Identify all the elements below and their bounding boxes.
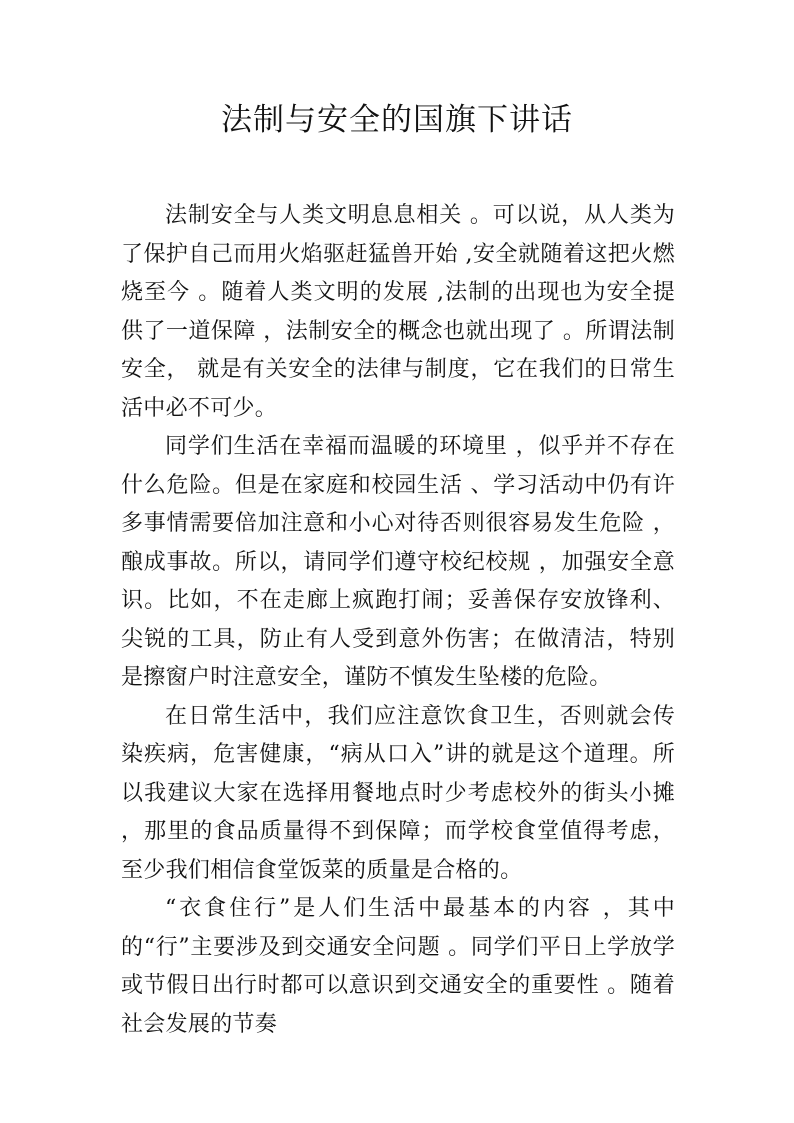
paragraph-2: 同学们生活在幸福而温暖的环境里 ，似乎并不存在什么危险。但是在家庭和校园生活 、学习活动中仍有许多事情需要倍加注意和小心对待否则很容易发生危险 ，酿成事故。所以，请同学们遵守校纪校规 ，加强安全意识。比如，不在走廊上疯跑打闹；妥善保存安放锋利、尖锐的工具，防止有人受到意外伤害；在做清洁，特别是擦窗户时注意安全，谨防不慎发生坠楼的危险。: [121, 434, 675, 690]
document-title: 法制与安全的国旗下讲话: [221, 102, 573, 138]
paragraph-1: 法制安全与人类文明息息相关 。可以说，从人类为了保护自己而用火焰驱赶猛兽开始 ,安全就随着这把火燃烧至今 。随着人类文明的发展 ,法制的出现也为安全提供了一道保障 ，法制安全的概念也就出现了 。所谓法制安全， 就是有关安全的法律与制度，它在我们的日常生活中必不可少。: [121, 203, 675, 421]
paragraph-4: “衣食住行”是人们生活中最基本的内容 ，其中的“行”主要涉及到交通安全问题 。同学们平日上学放学或节假日出行时都可以意识到交通安全的重要性 。随着社会发展的节奏: [121, 896, 675, 1037]
paragraph-3: 在日常生活中，我们应注意饮食卫生，否则就会传染疾病，危害健康，“病从口入”讲的就是这个道理。所以我建议大家在选择用餐地点时少考虑校外的街头小摊 ，那里的食品质量得不到保障；而学校食堂值得考虑，至少我们相信食堂饭菜的质量是合格的。: [121, 703, 675, 883]
document-body: [121, 197, 675, 1044]
